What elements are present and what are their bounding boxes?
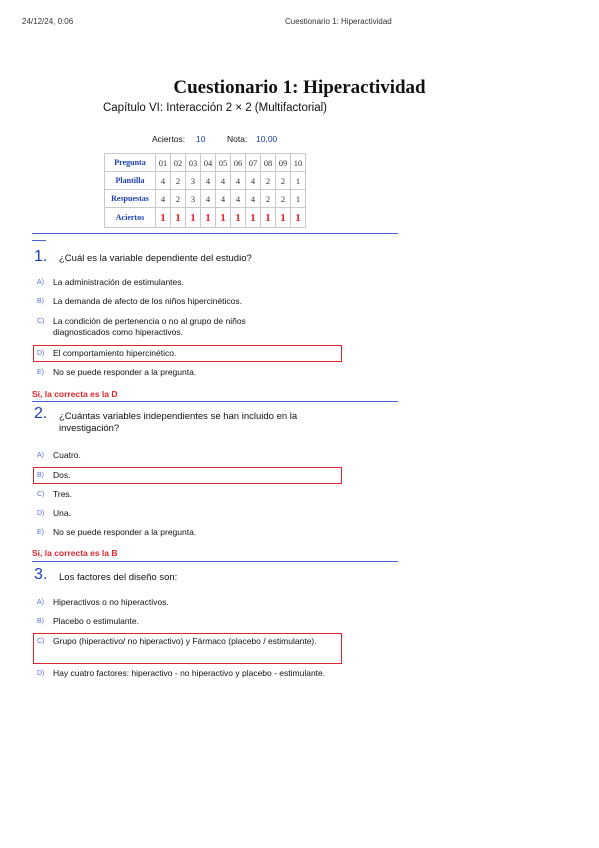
- option-text: Placebo o estimulante.: [53, 616, 139, 626]
- table-row: [105, 208, 306, 228]
- table-cell: 4: [156, 190, 171, 208]
- table-cell: 1: [201, 208, 216, 228]
- table-cell: 3: [186, 172, 201, 190]
- table-cell: 1: [231, 208, 246, 228]
- option-text: No se puede responder a la pregunta.: [53, 527, 197, 537]
- page-subtitle: Capítulo VI: Interacción 2 × 2 (Multifactorial): [102, 102, 328, 114]
- option-letter: B): [37, 618, 44, 625]
- table-cell: 4: [246, 190, 261, 208]
- table-cell: 09: [276, 154, 291, 172]
- table-cell: 07: [246, 154, 261, 172]
- option-text: Hiperactivos o no hiperactivos.: [53, 597, 169, 607]
- option-letter: D): [37, 350, 45, 357]
- table-row: [105, 172, 306, 190]
- question-divider: [32, 401, 398, 402]
- question-text: ¿Cuál es la variable dependiente del estudio?: [59, 253, 252, 264]
- row-header: Aciertos: [105, 208, 156, 228]
- table-cell: 1: [246, 208, 261, 228]
- table-cell: 2: [261, 190, 276, 208]
- option-text: Grupo (hiperactivo/ no hiperactivo) y Fármaco (placebo / estimulante).: [53, 636, 317, 646]
- table-cell: 1: [291, 172, 306, 190]
- table-cell: 01: [156, 154, 171, 172]
- table-cell: 1: [276, 208, 291, 228]
- question-number: 2.: [34, 405, 48, 422]
- table-cell: 2: [276, 172, 291, 190]
- aciertos-label: Aciertos:: [152, 134, 186, 144]
- answer-feedback: Si, la correcta es la B: [32, 548, 118, 558]
- table-cell: 1: [261, 208, 276, 228]
- option-letter: E): [37, 369, 44, 376]
- option-letter: C): [37, 318, 45, 325]
- option-letter: E): [37, 529, 44, 536]
- aciertos-value: 10: [196, 134, 206, 144]
- table-cell: 05: [216, 154, 231, 172]
- print-doc-title: Cuestionario 1: Hiperactividad: [285, 17, 392, 26]
- option-letter: D): [37, 670, 45, 677]
- results-table: [104, 153, 306, 228]
- option-letter: A): [37, 279, 44, 286]
- option-letter: A): [37, 452, 44, 459]
- option-letter: D): [37, 510, 45, 517]
- question-divider: [32, 233, 398, 234]
- option-text: Cuatro.: [53, 450, 81, 460]
- table-cell: 04: [201, 154, 216, 172]
- table-cell: 1: [291, 208, 306, 228]
- row-header: Pregunta: [105, 154, 156, 172]
- table-cell: 06: [231, 154, 246, 172]
- row-header: Plantilla: [105, 172, 156, 190]
- question-text: ¿Cuántas variables independientes se han incluido en la investigación?: [59, 411, 298, 434]
- table-cell: 4: [216, 172, 231, 190]
- table-row: [105, 190, 306, 208]
- table-cell: 4: [246, 172, 261, 190]
- table-cell: 4: [201, 190, 216, 208]
- table-row: [105, 154, 306, 172]
- question-divider: [32, 561, 398, 562]
- table-cell: 1: [216, 208, 231, 228]
- print-date: 24/12/24, 0:06: [22, 17, 74, 26]
- table-cell: 10: [291, 154, 306, 172]
- option-text: Hay cuatro factores: hiperactivo - no hiperactivo y placebo - estimulante.: [53, 668, 326, 678]
- option-text: La demanda de afecto de los niños hipercinéticos.: [53, 296, 243, 306]
- table-cell: 2: [261, 172, 276, 190]
- option-letter: B): [37, 472, 44, 479]
- table-cell: 1: [171, 208, 186, 228]
- option-letter: C): [37, 638, 45, 645]
- question-number: 3.: [34, 566, 48, 583]
- nota-value: 10,00: [256, 134, 278, 144]
- option-text: No se puede responder a la pregunta.: [53, 367, 197, 377]
- table-cell: 2: [276, 190, 291, 208]
- table-cell: 4: [156, 172, 171, 190]
- question-text: Los factores del diseño son:: [59, 572, 178, 583]
- table-cell: 1: [291, 190, 306, 208]
- table-cell: 2: [171, 190, 186, 208]
- option-text: Tres.: [53, 489, 73, 499]
- table-cell: 2: [171, 172, 186, 190]
- table-cell: 4: [216, 190, 231, 208]
- table-cell: 3: [186, 190, 201, 208]
- option-text: El comportamiento hipercinético.: [53, 348, 177, 358]
- table-cell: 1: [186, 208, 201, 228]
- table-cell: 02: [171, 154, 186, 172]
- table-cell: 4: [231, 190, 246, 208]
- table-cell: 03: [186, 154, 201, 172]
- question-divider: [32, 240, 46, 241]
- option-letter: C): [37, 491, 45, 498]
- option-letter: B): [37, 298, 44, 305]
- nota-label: Nota:: [227, 134, 248, 144]
- option-text: Una.: [53, 508, 71, 518]
- option-text: La condición de pertenencia o no al grupo de niños diagnosticados como hiperactivos.: [53, 316, 246, 337]
- table-cell: 4: [201, 172, 216, 190]
- option-text: La administración de estimulantes.: [53, 277, 184, 287]
- option-text: Dos.: [53, 470, 71, 480]
- option-letter: A): [37, 599, 44, 606]
- table-cell: 4: [231, 172, 246, 190]
- row-header: Respuestas: [105, 190, 156, 208]
- table-cell: 08: [261, 154, 276, 172]
- question-number: 1.: [34, 248, 48, 265]
- table-cell: 1: [156, 208, 171, 228]
- answer-feedback: Si, la correcta es la D: [32, 389, 118, 399]
- page-title: Cuestionario 1: Hiperactividad: [173, 77, 426, 98]
